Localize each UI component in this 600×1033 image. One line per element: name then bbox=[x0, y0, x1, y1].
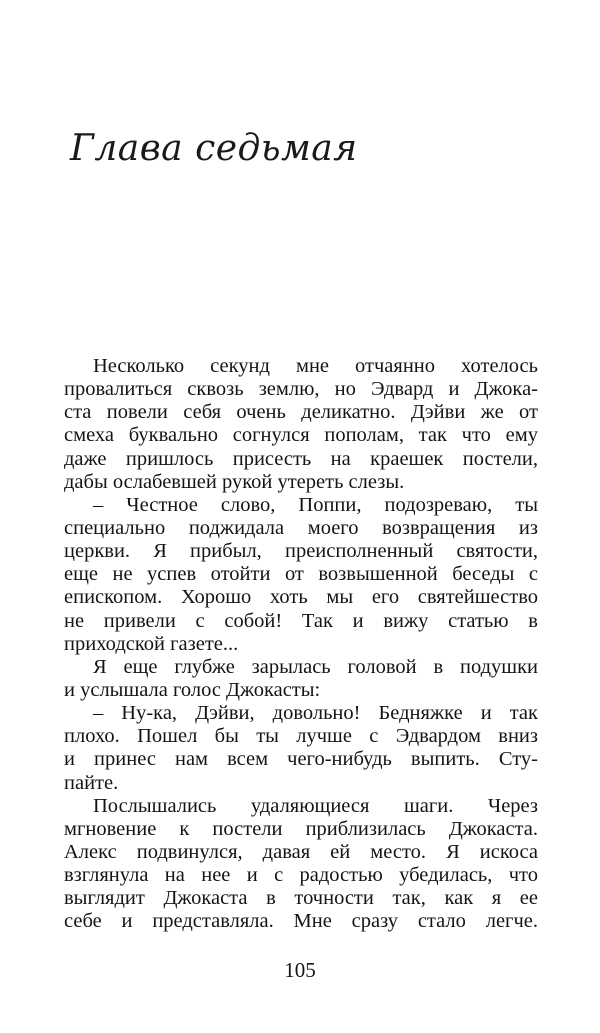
text-line: церкви. Я прибыл, преисполненный святости, bbox=[64, 540, 538, 563]
body-text bbox=[64, 355, 538, 934]
text-line: приходской газете... bbox=[64, 632, 239, 655]
text-line: и принес нам всем чего-нибудь выпить. Сту- bbox=[64, 748, 538, 771]
text-line: – Честное слово, Поппи, подозреваю, ты bbox=[93, 493, 538, 516]
text-line: выглядит Джокаста в точности так, как я ее bbox=[64, 887, 538, 910]
text-line: провалиться сквозь землю, но Эдвард и Джока- bbox=[64, 378, 538, 401]
text-line: Я еще глубже зарылась головой в подушки bbox=[93, 655, 538, 678]
text-line: – Ну-ка, Дэйви, довольно! Бедняжке и так bbox=[93, 702, 538, 725]
text-line: пайте. bbox=[64, 771, 119, 794]
chapter-title: Глава седьмая bbox=[70, 128, 358, 169]
text-line: ста повели себя очень деликатно. Дэйви же от bbox=[64, 401, 538, 424]
text-line: не привели с собой! Так и вижу статью в bbox=[64, 609, 538, 632]
text-line: Алекс подвинулся, давая ей место. Я искоса bbox=[64, 840, 538, 863]
text-line: Послышались удаляющиеся шаги. Через bbox=[93, 794, 538, 817]
text-line: специально поджидала моего возвращения из bbox=[64, 516, 538, 539]
text-line: Несколько секунд мне отчаянно хотелось bbox=[93, 355, 538, 377]
text-line: мгновение к постели приблизилась Джокаста. bbox=[64, 817, 538, 840]
text-line: епископом. Хорошо хоть мы его святейшество bbox=[64, 586, 538, 609]
text-line: плохо. Пошел бы ты лучше с Эдвардом вниз bbox=[64, 725, 538, 748]
text-line: смеха буквально согнулся пополам, так что ему bbox=[64, 424, 538, 447]
text-line: взглянула на нее и с радостью убедилась, что bbox=[64, 864, 538, 887]
text-line: еще не успев отойти от возвышенной беседы с bbox=[64, 563, 538, 586]
text-line: дабы ослабевшей рукой утереть слезы. bbox=[64, 470, 405, 493]
text-line: даже пришлось присесть на краешек постели, bbox=[64, 447, 538, 470]
page-number: 105 bbox=[284, 958, 316, 982]
text-line: себе и представляла. Мне сразу стало легче. bbox=[64, 910, 538, 933]
text-line: и услышала голос Джокасты: bbox=[64, 678, 321, 701]
